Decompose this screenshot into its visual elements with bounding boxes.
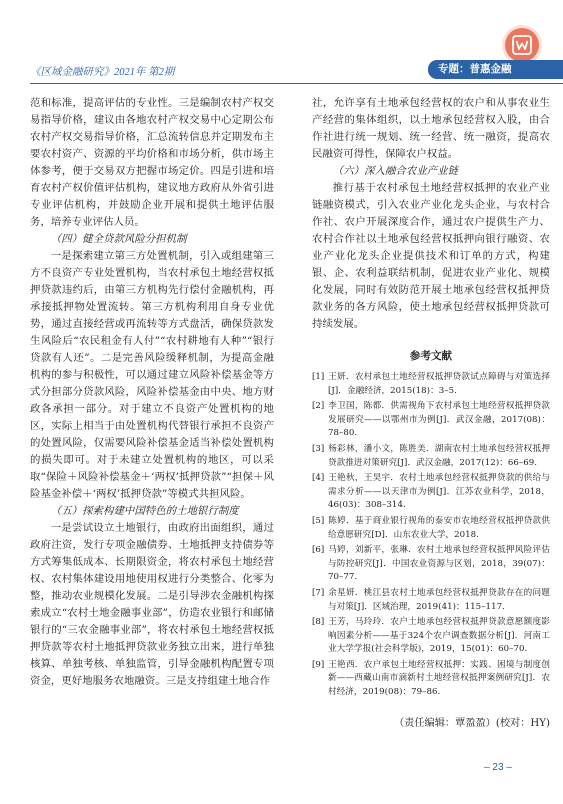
header-rule xyxy=(30,83,563,84)
page-number: – 23 – xyxy=(484,762,512,773)
right-column xyxy=(312,95,550,702)
paragraph: 社，允许享有土地承包经营权的农户和从事农业生产经营的集体组织，以土地承包经营权入股，由合作社进行统一规划、统一经营、统一融资，提高农民融资可得性，保障农户权益。 xyxy=(312,97,550,160)
paragraph: 一是尝试设立土地银行，由政府出面组织，通过政府注资，发行专项金融债券、土地抵押支持债券等方式筹集低成本、长期限资金，将农村承包土地经营权、农村集体建设用地使用权进行分类整合、化零为整，推动农业规模化发展。二是引导涉农金融机构探索成立“农村土地金融事业部”，仿造农业银行和邮储银行的“三农金融事业部”，将农村承包土地经营权抵押贷款等农村土地抵押贷款业务独立出来，进行单独核算、单独考核、单独监管，引导金融机构配置专项资金，更好地服务农地融资。三是支持组建土地合作 xyxy=(30,522,274,687)
references-title: 参考文献 xyxy=(409,350,453,362)
reference-item: [3] 杨彩林，潘小文，陈胜美．湖南农村土地承包经营权抵押贷款推进对策研究[J]．武汉金融，2017(12)：66–69. xyxy=(312,443,550,468)
paragraph: 推行基于农村承包土地经营权抵押的农业产业链融资模式，引入农业产业化龙头企业，与农村合作社、农户开展深度合作，通过农户提供生产力、农村合作社以土地承包经营权抵押向银行融资、农业产业化龙头企业提供技术和订单的方式，构建银、企、农利益联结机制，促进农业产业化、规模化发展，同时有效防范开展土地承包经营权抵押贷款业务的各方风险，使土地承包经营权抵押贷款可持续发展。 xyxy=(312,182,550,330)
left-column xyxy=(30,95,274,690)
section-heading: （五）探索构建中国特色的土地银行制度 xyxy=(50,505,239,517)
reference-item: [1] 王妍．农村承包土地经营权抵押贷款试点障碍与对策选择[J]．金融经济，2015(18)：3–5. xyxy=(312,372,550,396)
topic-tab: 专题：普惠金融 xyxy=(428,60,563,79)
reference-item: [4] 王艳秋，王昊宇．农村土地承包经营权抵押贷款的供给与需求分析——以天津市为例[J]．江苏农业科学，2018，46(03)：308–314. xyxy=(312,473,550,511)
journal-title: 《区域金融研究》2021年 第2期 xyxy=(30,67,175,78)
paragraph: 一是探索建立第三方处置机制，引入或组建第三方不良资产专业处置机构，当农村承包土地经营权抵押贷款违约后，由第三方机构先行偿付金融机构，再承接抵押物处置流转。第三方机构利用自身专业优势，通过直接经营或再流转等方式盘活，确保贷款发生风险后“农民租金有人付”“农村耕地有人种”“银行贷款有人还”。二是完善风险缓释机制，为提高金融机构的参与积极性，可以通过建立风险补偿基金等方式分担部分贷款风险，风险补偿基金由中央、地方财政各承担一部分。对于建立不良资产处置机构的地区，实际上相当于由处置机构代替银行承担不良资产的处置风险，仅需要风险补偿基金适当补偿处置机构的损失即可。对于未建立处置机构的地区，可以采取“保险＋风险补偿基金＋‘两权’抵押贷款”“担保＋风险基金补偿＋‘两权’抵押贷款”等模式共担风险。 xyxy=(30,250,274,500)
reference-item: [6] 马婷，刘新平，张琳．农村土地承包经营权抵押风险评估与防控研究[J]．中国农业资源与区划，2018，39(07)：70–77. xyxy=(312,545,550,583)
editor-note: （责任编辑：覃盈盈）(校对：HY) xyxy=(394,718,550,729)
reference-list xyxy=(312,371,550,700)
reference-item: [5] 陈婷．基于商业银行视角的泰安市农地经营权抵押贷款供给意愿研究[D]．山东农业大学，2018. xyxy=(312,515,550,540)
reference-item: [9] 王艳西．农户承包土地经营权抵押：实践、困境与制度创新——西藏山南市滴新村土地经营权抵押案例研究[J]．农村经济，2019(08)：79–86. xyxy=(312,659,550,698)
section-heading: （六）深入融合农业产业链 xyxy=(332,165,459,177)
reference-item: [7] 余星妍．桃江县农村土地承包经营权抵押贷款存在的问题与对策[J]．区域治理，2019(41)：115–117. xyxy=(312,587,550,612)
section-heading: （四）健全贷款风险分担机制 xyxy=(50,233,187,245)
paragraph: 范和标准，提高评估的专业性。三是编制农村产权交易指导价格，建议由各地农村产权交易中心定期公布农村产权交易指导价格，汇总流转信息并定期发布主要农村资产、资源的平均价格和市场分析，供市场主体参考，便于交易双方把握市场定价。四是引进和培育农村产权价值评估机构，建议地方政府从外省引进专业评估机构，并鼓励企业开展和提供土地评估服务，培养专业评估人员。 xyxy=(30,97,274,228)
reference-item: [8] 王芳，马玲玲．农户土地承包经营权抵押贷款意愿额度影响因素分析——基于324个农户调查数据分析[J]．河南工业大学学报(社会科学版)，2019，15(01)：60–70. xyxy=(312,617,550,655)
reference-item: [2] 李卫国，陈都．供需视角下农村承包土地经营权抵押贷款发展研究——以鄂州市为例[J]．武汉金融，2017(08)：78–80. xyxy=(312,401,550,439)
w-logo-icon xyxy=(505,28,539,62)
